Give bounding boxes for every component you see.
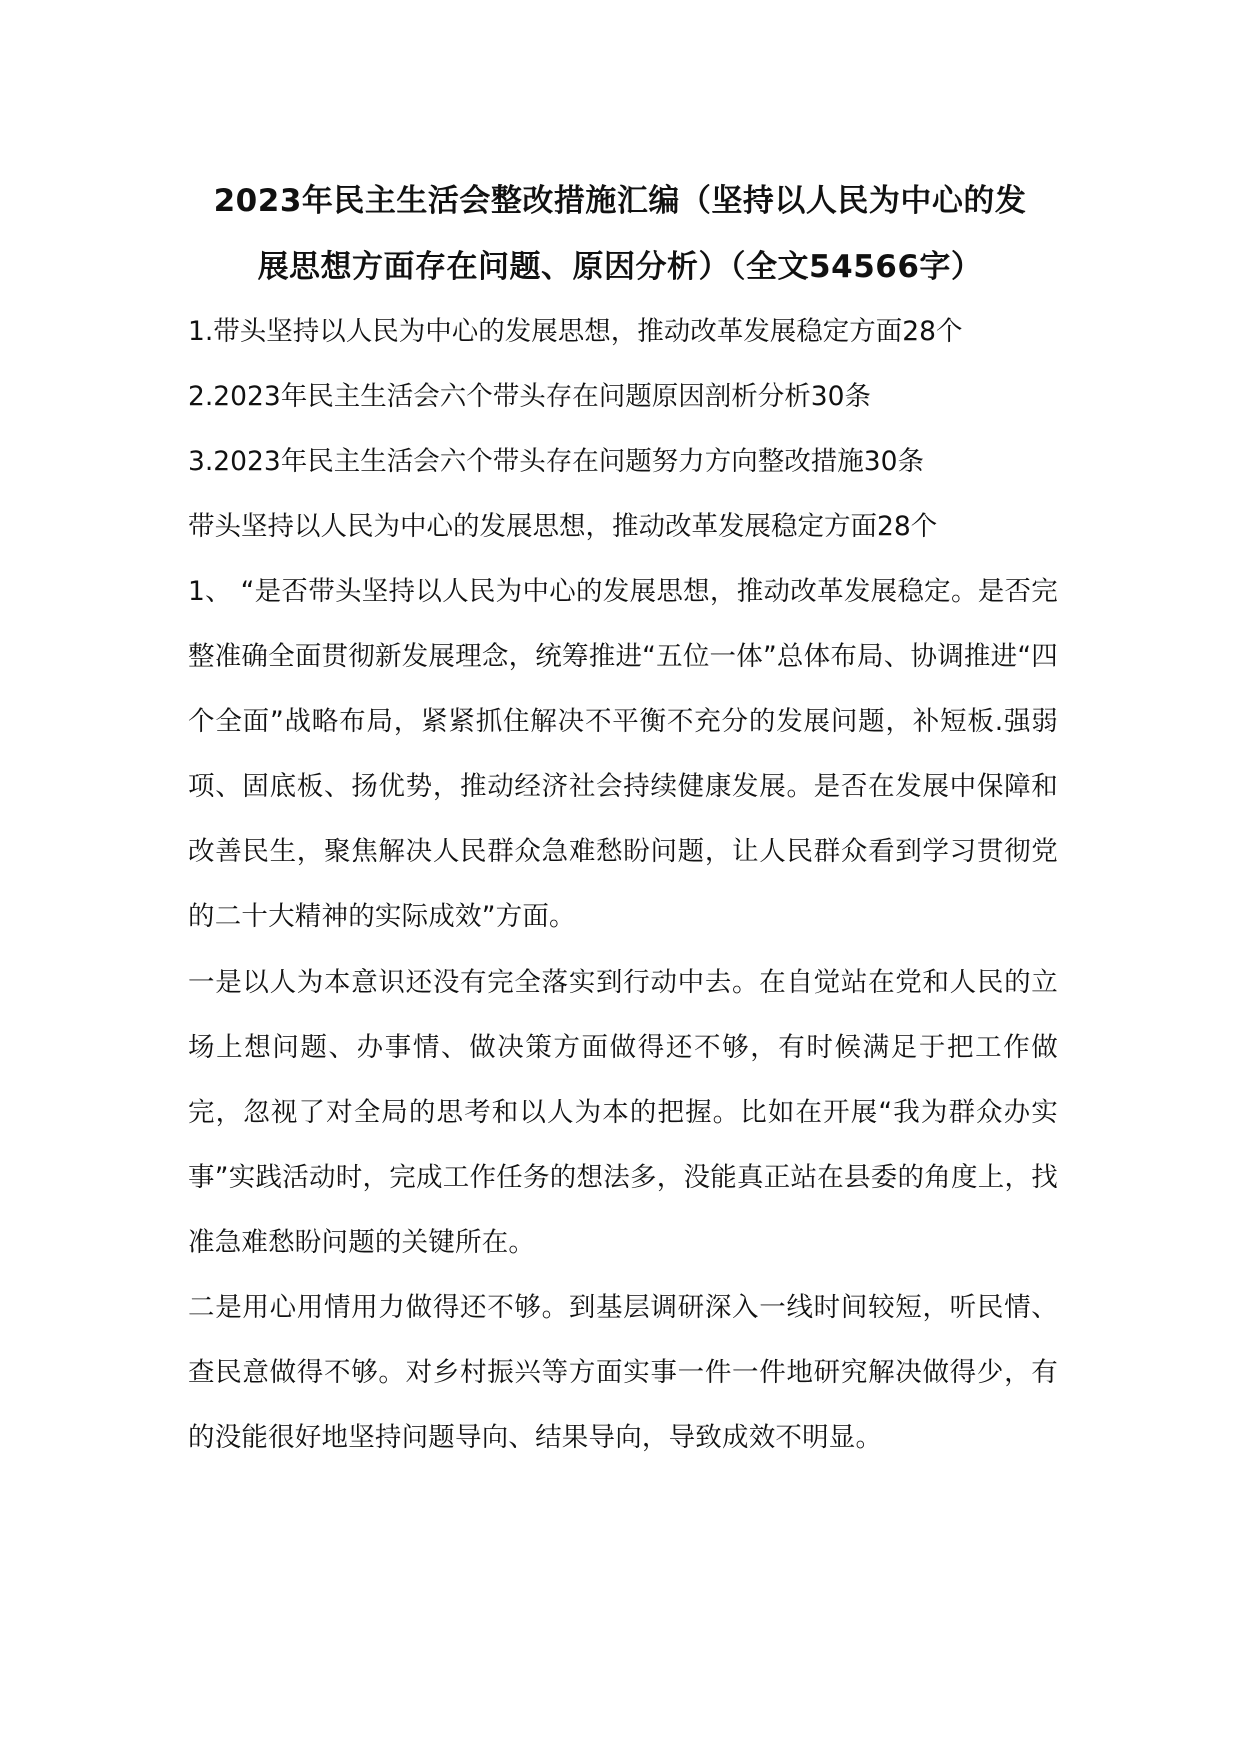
document-body — [188, 299, 1058, 1470]
toc-item-1: 1.带头坚持以人民为中心的发展思想，推动改革发展稳定方面28个 — [188, 316, 963, 347]
paragraph-3: 二是用心用情用力做得还不够。到基层调研深入一线时间较短，听民情、查民意做得不够。对乡村振兴等方面实事一件一件地研究解决做得少，有的没能很好地坚持问题导向、结果导向，导致成效不明显。 — [188, 1292, 1058, 1454]
section-heading: 带头坚持以人民为中心的发展思想，推动改革发展稳定方面28个 — [188, 511, 938, 542]
paragraph-2: 一是以人为本意识还没有完全落实到行动中去。在自觉站在党和人民的立场上想问题、办事情、做决策方面做得还不够，有时候满足于把工作做完，忽视了对全局的思考和以人为本的把握。比如在开展“我为群众办实事”实践活动时，完成工作任务的想法多，没能真正站在县委的角度上，找准急难愁盼问题的关键所在。 — [188, 966, 1058, 1258]
paragraph-1: 1、 “是否带头坚持以人民为中心的发展思想，推动改革发展稳定。是否完整准确全面贯彻新发展理念，统筹推进“五位一体”总体布局、协调推进“四个全面”战略布局，紧紧抓住解决不平衡不充分的发展问题，补短板.强弱项、固底板、扬优势，推动经济社会持续健康发展。是否在发展中保障和改善民生，聚焦解决人民群众急难愁盼问题，让人民群众看到学习贯彻党的二十大精神的实际成效”方面。 — [188, 576, 1058, 933]
title-line-2: 展思想方面存在问题、原因分析）（全文54566字） — [257, 249, 983, 285]
title-line-1: 2023年民主生活会整改措施汇编（坚持以人民为中心的发 — [213, 183, 1027, 219]
document-title — [180, 168, 1060, 300]
toc-item-2: 2.2023年民主生活会六个带头存在问题原因剖析分析30条 — [188, 381, 871, 412]
toc-item-3: 3.2023年民主生活会六个带头存在问题努力方向整改措施30条 — [188, 446, 924, 477]
